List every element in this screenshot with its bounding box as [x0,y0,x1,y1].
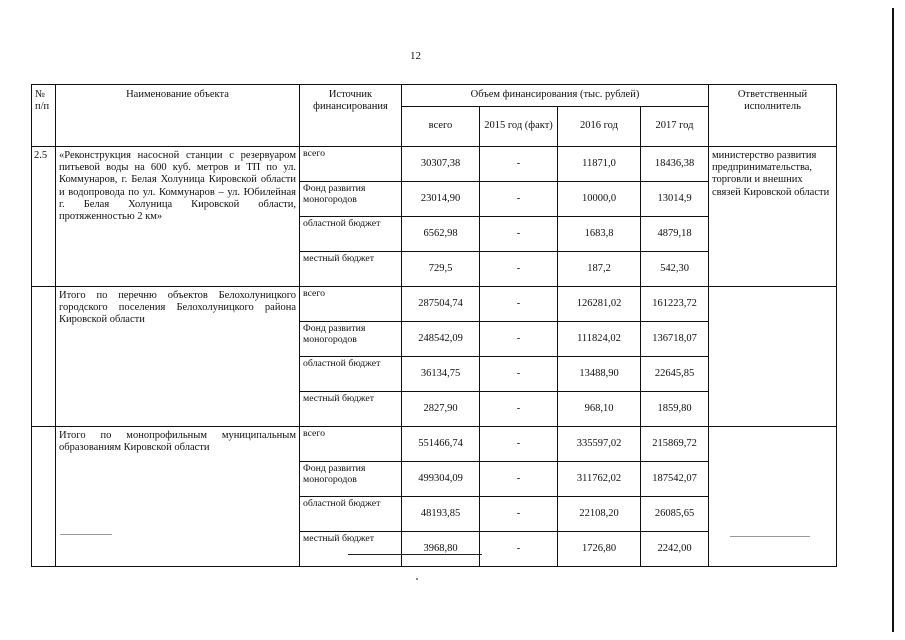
table-body [32,147,837,567]
amount-total: 551466,74 [402,427,480,462]
amount-2015: - [480,252,558,287]
amount-2015: - [480,462,558,497]
amount-2017: 13014,9 [641,182,709,217]
funding-source: областной бюджет [300,497,402,532]
header-2015: 2015 год (факт) [480,107,558,147]
scan-border-line [892,8,894,632]
amount-2016: 335597,02 [558,427,641,462]
scan-artifact [60,534,112,535]
amount-2015: - [480,392,558,427]
amount-2017: 187542,07 [641,462,709,497]
amount-2015: - [480,532,558,567]
funding-source: всего [300,287,402,322]
table-row [32,147,837,182]
amount-2016: 1683,8 [558,217,641,252]
financing-table [31,84,837,567]
amount-total: 3968,80 [402,532,480,567]
amount-2017: 161223,72 [641,287,709,322]
footer-rule [348,554,482,555]
amount-2017: 22645,85 [641,357,709,392]
scan-artifact [730,536,810,537]
funding-source: местный бюджет [300,252,402,287]
amount-2015: - [480,287,558,322]
responsible-executor: министерство развития предпринимательства, торговли и внешних связей Кировской области [709,147,837,287]
amount-2017: 2242,00 [641,532,709,567]
header-2017: 2017 год [641,107,709,147]
object-name: «Реконструкция насосной станции с резервуаром питьевой воды на 600 куб. метров и ТП по ул. Коммунаров, г. Белая Холуница Кировской области и водопровода по ул. Коммунаров – ул. Юбилейная г. Белая Холуница Кировской области, протяженностью 2 км» [56,147,300,287]
amount-2015: - [480,497,558,532]
amount-total: 6562,98 [402,217,480,252]
header-2016: 2016 год [558,107,641,147]
amount-total: 48193,85 [402,497,480,532]
page-number: 12 [410,50,421,62]
amount-total: 2827,90 [402,392,480,427]
row-number [32,427,56,567]
funding-source: Фонд развития моногородов [300,322,402,357]
amount-2015: - [480,427,558,462]
amount-2016: 1726,80 [558,532,641,567]
amount-2015: - [480,182,558,217]
amount-2017: 26085,65 [641,497,709,532]
funding-source: всего [300,147,402,182]
amount-2016: 311762,02 [558,462,641,497]
header-responsible: Ответственный исполнитель [709,85,837,147]
funding-source: всего [300,427,402,462]
funding-source: областной бюджет [300,217,402,252]
header-total: всего [402,107,480,147]
amount-total: 23014,90 [402,182,480,217]
funding-source: Фонд развития моногородов [300,462,402,497]
amount-total: 287504,74 [402,287,480,322]
amount-2017: 215869,72 [641,427,709,462]
row-number [32,287,56,427]
amount-2016: 22108,20 [558,497,641,532]
header-name: Наименование объекта [56,85,300,147]
object-name: Итого по монопрофильным муниципальным образованиям Кировской области [56,427,300,567]
amount-2017: 18436,38 [641,147,709,182]
amount-2016: 10000,0 [558,182,641,217]
row-number: 2.5 [32,147,56,287]
amount-total: 30307,38 [402,147,480,182]
amount-total: 499304,09 [402,462,480,497]
amount-2016: 11871,0 [558,147,641,182]
amount-2015: - [480,147,558,182]
amount-2016: 187,2 [558,252,641,287]
table-row [32,427,837,462]
header-source: Источник финансирования [300,85,402,147]
amount-2016: 968,10 [558,392,641,427]
amount-2016: 126281,02 [558,287,641,322]
object-name: Итого по перечню объектов Белохолуницкого городского поселения Белохолуницкого района Кировской области [56,287,300,427]
table-row [32,287,837,322]
amount-2017: 4879,18 [641,217,709,252]
amount-total: 36134,75 [402,357,480,392]
amount-2017: 1859,80 [641,392,709,427]
amount-2017: 542,30 [641,252,709,287]
amount-total: 729,5 [402,252,480,287]
amount-2015: - [480,357,558,392]
responsible-executor [709,427,837,567]
header-num: № п/п [32,85,56,147]
funding-source: местный бюджет [300,532,402,567]
responsible-executor [709,287,837,427]
amount-2017: 136718,07 [641,322,709,357]
amount-2015: - [480,322,558,357]
amount-2015: - [480,217,558,252]
header-volume: Объем финансирования (тыс. рублей) [402,85,709,107]
amount-total: 248542,09 [402,322,480,357]
scan-artifact [416,578,418,580]
funding-source: местный бюджет [300,392,402,427]
amount-2016: 111824,02 [558,322,641,357]
funding-source: областной бюджет [300,357,402,392]
amount-2016: 13488,90 [558,357,641,392]
funding-source: Фонд развития моногородов [300,182,402,217]
